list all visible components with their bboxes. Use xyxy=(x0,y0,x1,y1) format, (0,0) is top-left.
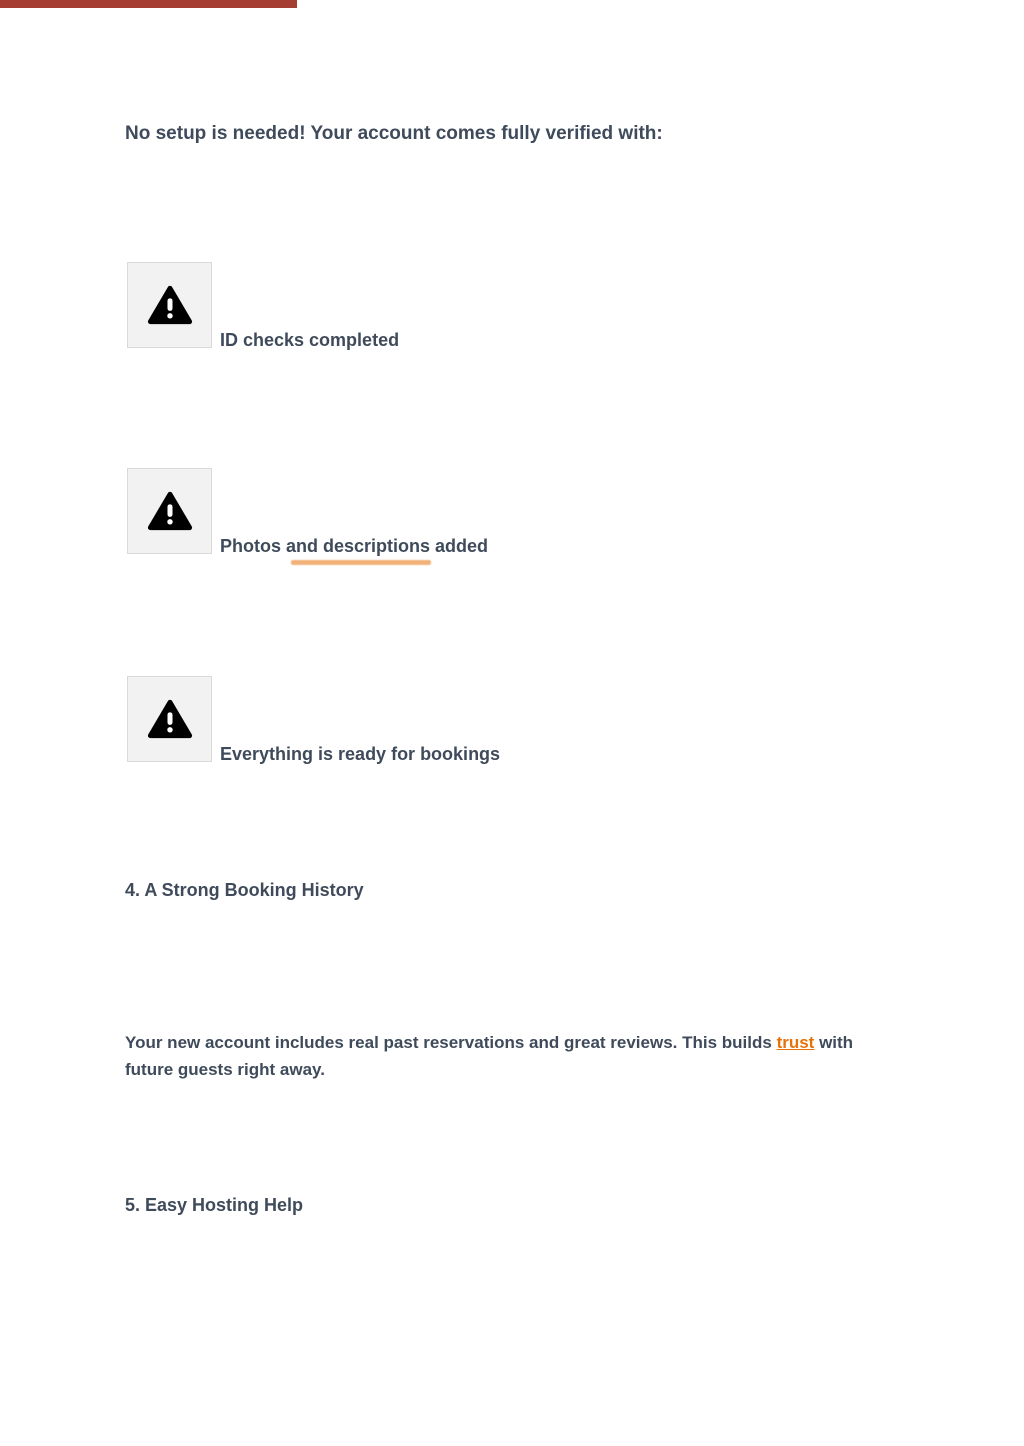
checklist-item-label: Everything is ready for bookings xyxy=(220,744,501,764)
checklist-item xyxy=(127,676,887,776)
obscured-link-artifact xyxy=(291,560,431,565)
section-5-heading: 5. Easy Hosting Help xyxy=(125,1195,304,1215)
warning-triangle-icon xyxy=(147,491,193,531)
intro-heading: No setup is needed! Your account comes fully verified with: xyxy=(125,123,663,144)
trust-link[interactable]: trust xyxy=(776,1033,815,1052)
checklist-item xyxy=(127,468,887,568)
paragraph-text-before-link: Your new account includes real past reservations and great reviews. This builds xyxy=(125,1033,777,1052)
checklist-item-label: ID checks completed xyxy=(220,330,400,350)
warning-triangle-icon xyxy=(147,699,193,739)
section-4-paragraph xyxy=(125,1029,887,1083)
paragraph-text-after-link: with future guests right away. xyxy=(125,1033,854,1079)
image-placeholder xyxy=(127,676,212,762)
checklist-item xyxy=(127,262,887,362)
top-edge-artifact xyxy=(0,0,297,8)
warning-triangle-icon xyxy=(147,285,193,325)
checklist-item-label: Photos and descriptions added xyxy=(220,536,489,556)
section-4-heading: 4. A Strong Booking History xyxy=(125,880,364,900)
image-placeholder xyxy=(127,262,212,348)
image-placeholder xyxy=(127,468,212,554)
